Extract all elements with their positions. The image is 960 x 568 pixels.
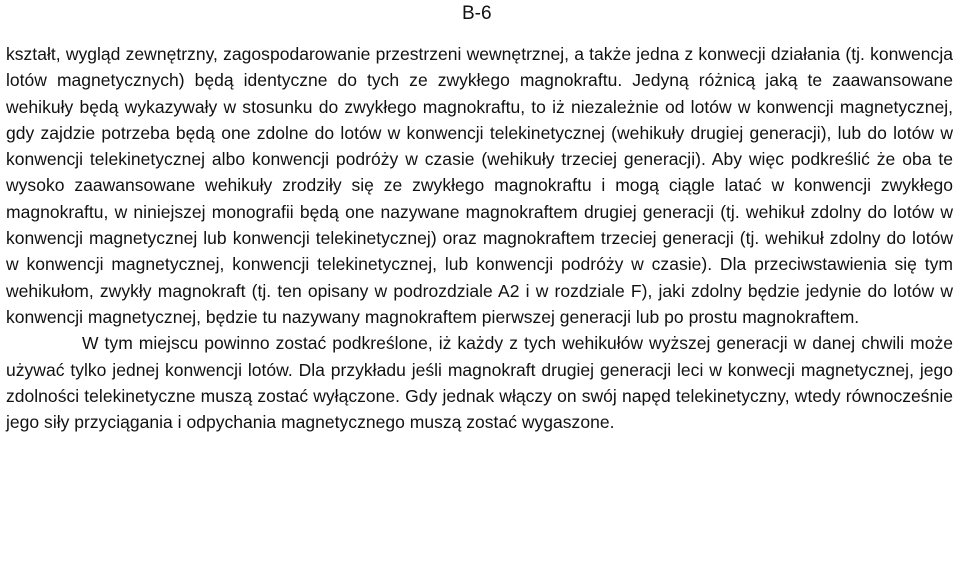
page-number: B-6 [462,3,492,24]
paragraph-1: kształt, wygląd zewnętrzny, zagospodarowanie przestrzeni wewnętrznej, a także jedna z konwecji działania (tj. konwencja lotów magnetycznych) będą identyczne do tych ze zwykłego magnokraftu. Jedyną różnicą jaką te zaawansowane wehikuły będą wykazywały w stosunku do zwykłego magnokraftu, to iż niezależnie od lotów w konwencji magnetycznej, gdy zajdzie potrzeba będą one zdolne do lotów w konwencji telekinetycznej (wehikuły drugiej generacji), lub do lotów w konwencji telekinetycznej albo konwencji podróży w czasie (wehikuły trzeciej generacji). Aby więc podkreślić że oba te wysoko zaawansowane wehikuły zrodziły się ze zwykłego magnokraftu i mogą ciągle latać w konwencji zwykłego magnokraftu, w niniejszej monografii będą one nazywane magnokraftem drugiej generacji (tj. wehikuł zdolny do lotów w konwencji magnetycznej lub konwencji telekinetycznej) oraz magnokraftem trzeciej generacji (tj. wehikuł zdolny do lotów w konwencji magnetycznej, konwencji telekinetycznej, lub konwencji podróży w czasie). Dla przeciwstawienia się tym wehikułom, zwykły magnokraft (tj. ten opisany w podrozdziale A2 i w rozdziale F), jaki zdolny będzie jedynie do lotów w konwencji magnetycznej, będzie tu nazywany magnokraftem pierwszej generacji lub po prostu magnokraftem. [6,44,953,327]
paragraph-2: W tym miejscu powinno zostać podkreślone, iż każdy z tych wehikułów wyższej generacji w danej chwili może używać tylko jednej konwencji lotów. Dla przykładu jeśli magnokraft drugiej generacji leci w konwecji magnetycznej, jego zdolności telekinetyczne muszą zostać wyłączone. Gdy jednak włączy on swój napęd telekinetyczny, wtedy równocześnie jego siły przyciągania i odpychania magnetycznego muszą zostać wygaszone. [6,333,953,433]
document-body [6,41,953,435]
